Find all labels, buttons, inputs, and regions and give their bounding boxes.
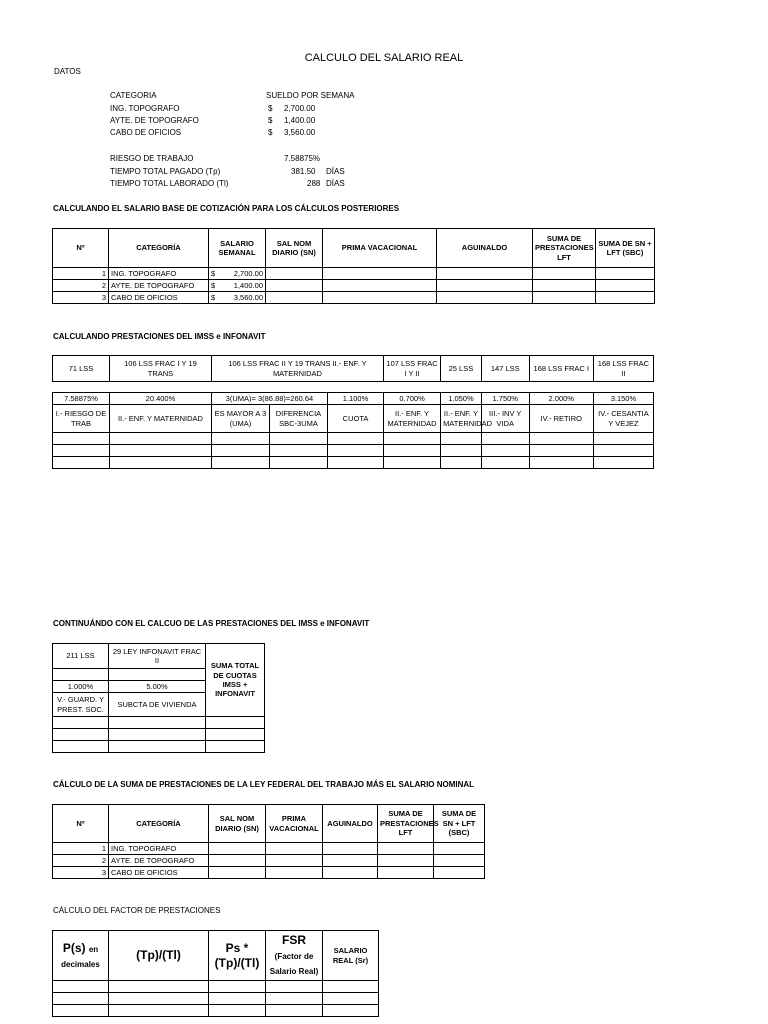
table-row xyxy=(53,280,655,292)
salario-value: 1,400.00 xyxy=(233,280,263,290)
concept-cesantia: IV.- CESANTIA Y VEJEZ xyxy=(593,405,653,433)
header-categoria: CATEGORÍA xyxy=(109,805,209,843)
table-row xyxy=(53,717,265,729)
header-salario-real: SALARIO REAL (Sr) xyxy=(323,931,379,981)
fsr-desc: (Factor de Salario Real) xyxy=(269,952,319,976)
tl-label: TIEMPO TOTAL LABORADO (Tl) xyxy=(110,179,229,188)
concept-inv-vida: III.- INV Y VIDA xyxy=(481,405,529,433)
concept-riesgo: I.- RIESGO DE TRAB xyxy=(53,405,110,433)
table-row xyxy=(53,457,654,469)
datos-value: 2,700.00 xyxy=(284,104,316,113)
header-sal-nom-diario: SAL NOM DIARIO (SN) xyxy=(266,229,323,268)
row-categoria: AYTE. DE TOPOGRAFO xyxy=(109,280,209,292)
row-categoria: AYTE. DE TOPOGRAFO xyxy=(109,855,209,867)
header-no: Nº xyxy=(53,229,109,268)
row-number: 2 xyxy=(53,855,109,867)
header-fsr xyxy=(266,931,323,981)
concept-retiro: IV.- RETIRO xyxy=(529,405,593,433)
rate-guarderia: 1.000% xyxy=(53,681,109,693)
table-row xyxy=(53,993,379,1005)
categoria-header: CATEGORIA xyxy=(110,91,157,100)
header-sal-nom-diario: SAL NOM DIARIO (SN) xyxy=(209,805,266,843)
fsr-label: FSR xyxy=(282,933,306,947)
table-row xyxy=(53,855,485,867)
infonavit-table xyxy=(52,643,265,753)
salario-value: 3,560.00 xyxy=(233,292,263,302)
concept-vivienda: SUBCTA DE VIVIENDA xyxy=(109,693,206,717)
ref-106-frac-i: 106 LSS FRAC I Y 19 TRANS xyxy=(110,356,212,382)
concept-diferencia: DIFERENCIA SBC-3UMA xyxy=(269,405,327,433)
concept-cuota: CUOTA xyxy=(328,405,384,433)
rate-25: 1.050% xyxy=(441,393,482,405)
row-categoria: CABO DE OFICIOS xyxy=(109,292,209,304)
row-categoria: ING. TOPOGRAFO xyxy=(109,268,209,280)
riesgo-label: RIESGO DE TRABAJO xyxy=(110,154,194,163)
riesgo-value: 7.58875% xyxy=(284,154,321,163)
table-row xyxy=(53,867,485,879)
rate-enf-mat: 20.400% xyxy=(110,393,212,405)
row-number: 2 xyxy=(53,280,109,292)
header-tp-tl: (Tp)/(Tl) xyxy=(109,931,209,981)
concept-guarderia: V.- GUARD. Y PREST. SOC. xyxy=(53,693,109,717)
header-suma-total: SUMA TOTAL DE CUOTAS IMSS + INFONAVIT xyxy=(206,644,265,717)
imss-refs-table xyxy=(52,355,654,382)
table-row xyxy=(53,1005,379,1017)
ref-107-lss: 107 LSS FRAC I Y II xyxy=(384,356,441,382)
header-categoria: CATEGORÍA xyxy=(109,229,209,268)
tp-unit: DÍAS xyxy=(326,167,345,176)
lft-table xyxy=(52,804,485,879)
datos-cat: AYTE. DE TOPOGRAFO xyxy=(110,116,199,125)
header-suma-prestaciones: SUMA DE PRESTACIONES LFT xyxy=(533,229,596,268)
concept-enf-mat-107: II.- ENF. Y MATERNIDAD xyxy=(384,405,441,433)
row-number: 3 xyxy=(53,292,109,304)
rate-cuota: 1.100% xyxy=(328,393,384,405)
datos-currency: $ xyxy=(268,116,273,125)
tp-label: TIEMPO TOTAL PAGADO (Tp) xyxy=(110,167,221,176)
ps-unit: en decimales xyxy=(61,944,100,969)
header-ps xyxy=(53,931,109,981)
concept-enf-mat: II.- ENF. Y MATERNIDAD xyxy=(110,405,212,433)
header-no: Nº xyxy=(53,805,109,843)
header-prima-vacacional: PRIMA VACACIONAL xyxy=(323,229,437,268)
row-number: 1 xyxy=(53,268,109,280)
table-row xyxy=(53,268,655,280)
ref-106-frac-ii: 106 LSS FRAC II Y 19 TRANS II.- ENF. Y MATERNIDAD xyxy=(211,356,383,382)
ref-25-lss: 25 LSS xyxy=(441,356,482,382)
ref-71-lss: 71 LSS xyxy=(53,356,110,382)
header-salario-semanal: SALARIO SEMANAL xyxy=(209,229,266,268)
factor-table xyxy=(52,930,379,1017)
header-aguinaldo: AGUINALDO xyxy=(437,229,533,268)
ps-label: P(s) xyxy=(62,940,86,955)
header-suma-prestaciones: SUMA DE PRESTACIONES LFT xyxy=(378,805,434,843)
table-row xyxy=(53,292,655,304)
currency: $ xyxy=(211,280,216,290)
rate-riesgo: 7.58875% xyxy=(53,393,110,405)
ref-147-lss: 147 LSS xyxy=(481,356,529,382)
section-heading: CÁLCULO DEL FACTOR DE PRESTACIONES xyxy=(53,906,221,915)
table-row xyxy=(53,729,265,741)
imss-cuotas-table xyxy=(52,392,654,469)
sbc-table xyxy=(52,228,655,304)
row-number: 3 xyxy=(53,867,109,879)
table-row xyxy=(53,433,654,445)
header-ps-tp-tl: Ps * (Tp)/(Tl) xyxy=(209,931,266,981)
row-categoria: CABO DE OFICIOS xyxy=(109,867,209,879)
section-heading: CALCULANDO PRESTACIONES DEL IMSS e INFONAVIT xyxy=(53,332,266,341)
rate-107: 0.700% xyxy=(384,393,441,405)
datos-value: 3,560.00 xyxy=(284,128,316,137)
datos-currency: $ xyxy=(268,128,273,137)
row-number: 1 xyxy=(53,843,109,855)
table-row xyxy=(53,981,379,993)
header-suma-sbc: SUMA DE SN + LFT (SBC) xyxy=(434,805,485,843)
datos-label: DATOS xyxy=(54,67,81,76)
header-aguinaldo: AGUINALDO xyxy=(323,805,378,843)
concept-mayor-uma: ES MAYOR A 3 (UMA) xyxy=(211,405,269,433)
rate-vivienda: 5.00% xyxy=(109,681,206,693)
tl-value: 288 xyxy=(307,179,321,188)
sueldo-header: SUELDO POR SEMANA xyxy=(266,91,355,100)
ref-29-infonavit: 29 LEY INFONAVIT FRAC II xyxy=(109,644,206,669)
currency: $ xyxy=(211,268,216,278)
page-title: CALCULO DEL SALARIO REAL xyxy=(304,52,464,64)
datos-cat: ING. TOPOGRAFO xyxy=(110,104,180,113)
rate-147: 1.750% xyxy=(481,393,529,405)
salario-value: 2,700.00 xyxy=(233,268,263,278)
datos-currency: $ xyxy=(268,104,273,113)
ref-168-frac-ii: 168 LSS FRAC II xyxy=(593,356,653,382)
tl-unit: DÍAS xyxy=(326,179,345,188)
tp-value: 381.50 xyxy=(291,167,316,176)
table-row xyxy=(53,843,485,855)
table-row xyxy=(53,741,265,753)
ref-211-lss: 211 LSS xyxy=(53,644,109,669)
table-row xyxy=(53,445,654,457)
section-heading: CALCULANDO EL SALARIO BASE DE COTIZACIÓN PARA LOS CÁLCULOS POSTERIORES xyxy=(53,204,400,213)
concept-enf-mat-25: II.- ENF. Y MATERNIDAD xyxy=(441,405,482,433)
row-categoria: ING. TOPOGRAFO xyxy=(109,843,209,855)
header-suma-sbc: SUMA DE SN + LFT (SBC) xyxy=(596,229,655,268)
section-heading: CÁLCULO DE LA SUMA DE PRESTACIONES DE LA LEY FEDERAL DEL TRABAJO MÁS EL SALARIO NOMINAL xyxy=(53,780,475,789)
section-heading: CONTINUÁNDO CON EL CALCUO DE LAS PRESTACIONES DEL IMSS e INFONAVIT xyxy=(53,619,370,628)
rate-uma: 3(UMA)= 3(86.88)=260.64 xyxy=(211,393,327,405)
datos-cat: CABO DE OFICIOS xyxy=(110,128,182,137)
rate-cesantia: 3.150% xyxy=(593,393,653,405)
datos-value: 1,400.00 xyxy=(284,116,316,125)
rate-retiro: 2.000% xyxy=(529,393,593,405)
header-prima-vacacional: PRIMA VACACIONAL xyxy=(266,805,323,843)
currency: $ xyxy=(211,292,216,302)
ref-168-frac-i: 168 LSS FRAC I xyxy=(529,356,593,382)
